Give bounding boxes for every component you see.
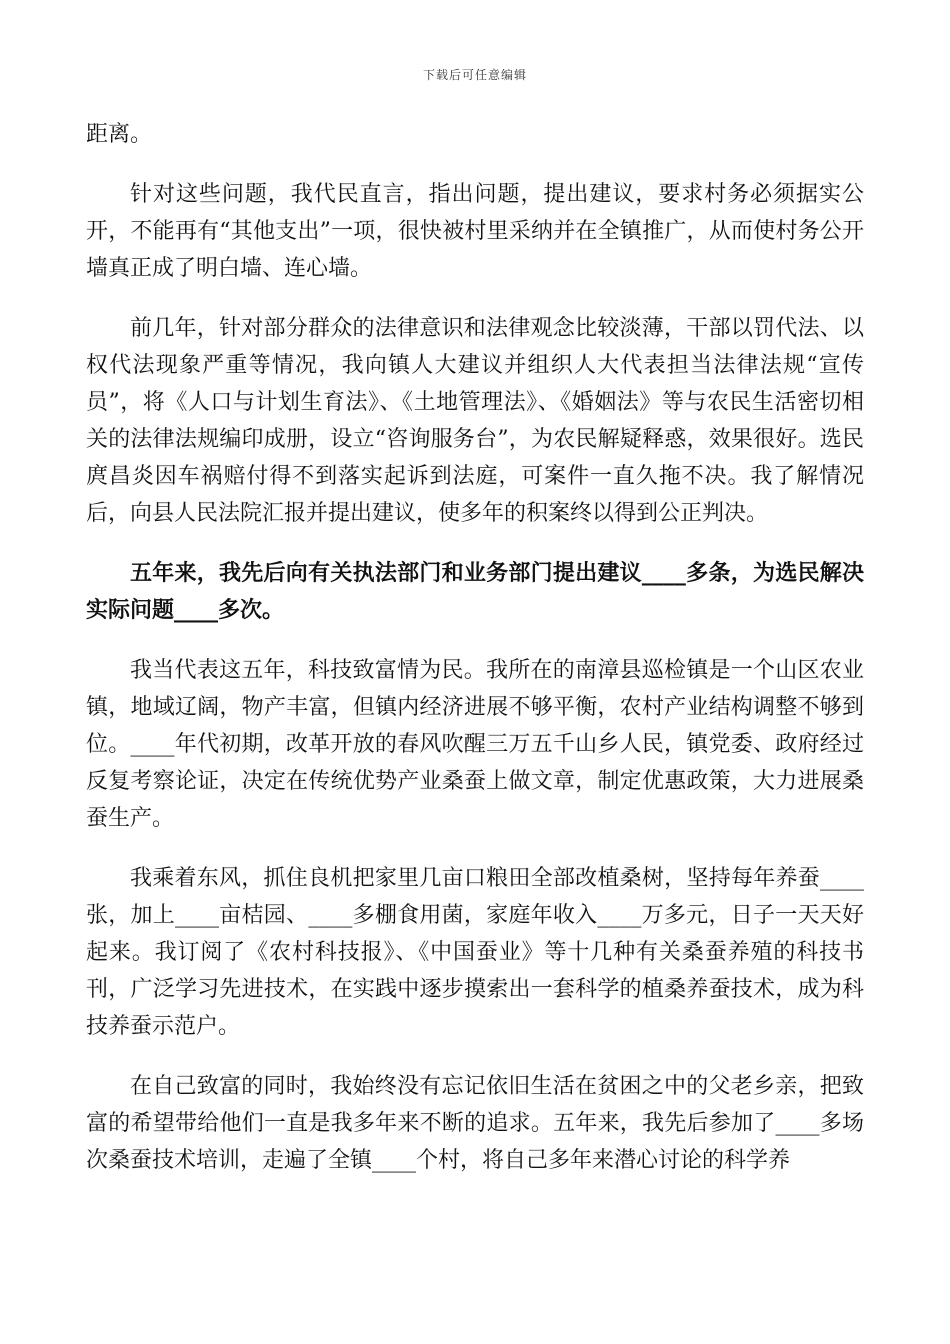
paragraph-sericulture: 我乘着东风，抓住良机把家里几亩口粮田全部改植桑树，坚持每年养蚕____张，加上____亩桔园、____多棚食用菌，家庭年收入____万多元，日子一天天好起来。我订阅了《农村科技报》、《中国蚕业》等十几种有关桑蚕养殖的科技书刊，广泛学习先进技术，在实践中逐步摸索出一套科学的植桑养蚕技术，成为科技养蚕示范户。 [86, 866, 864, 1039]
paragraph-tech-wealth: 我当代表这五年，科技致富情为民。我所在的南漳县巡检镇是一个山区农业镇，地域辽阔，物产丰富，但镇内经济进展不够平衡，农村产业结构调整不够到位。____年代初期，改革开放的春风吹醒三万五千山乡人民，镇党委、政府经过反复考察论证，决定在传统优势产业桑蚕上做文章，制定优惠政策，大力进展桑蚕生产。 [86, 658, 864, 831]
paragraph-village-affairs: 针对这些问题，我代民直言，指出问题，提出建议，要求村务必须据实公开，不能再有“其他支出”一项，很快被村里采纳并在全镇推广，从而使村务公开墙真正成了明白墙、连心墙。 [86, 182, 864, 281]
paragraph-helping-villagers: 在自己致富的同时，我始终没有忘记依旧生活在贫困之中的父老乡亲，把致富的希望带给他们一直是我多年来不断的追求。五年来，我先后参加了____多场次桑蚕技术培训，走遍了全镇____个村，将自己多年来潜心讨论的科学养 [86, 1074, 864, 1173]
paragraph-legal-publicity: 前几年，针对部分群众的法律意识和法律观念比较淡薄，干部以罚代法、以权代法现象严重等情况，我向镇人大建议并组织人大代表担当法律法规“宣传员”，将《人口与计划生育法》、《土地管理法》、《婚姻法》等与农民生活密切相关的法律法规编印成册，设立“咨询服务台”，为农民解疑释惑，效果很好。选民庹昌炎因车祸赔付得不到落实起诉到法庭，可案件一直久拖不决。我了解情况后，向县人民法院汇报并提出建议，使多年的积案终以得到公正判决。 [86, 316, 864, 526]
paragraph-summary-bold: 五年来，我先后向有关执法部门和业务部门提出建议____多条，为选民解决实际问题____多次。 [86, 560, 864, 623]
page-header: 下载后可任意编辑 [422, 68, 527, 82]
paragraph-continuation: 距离。 [86, 122, 153, 147]
document-body [86, 116, 864, 1202]
